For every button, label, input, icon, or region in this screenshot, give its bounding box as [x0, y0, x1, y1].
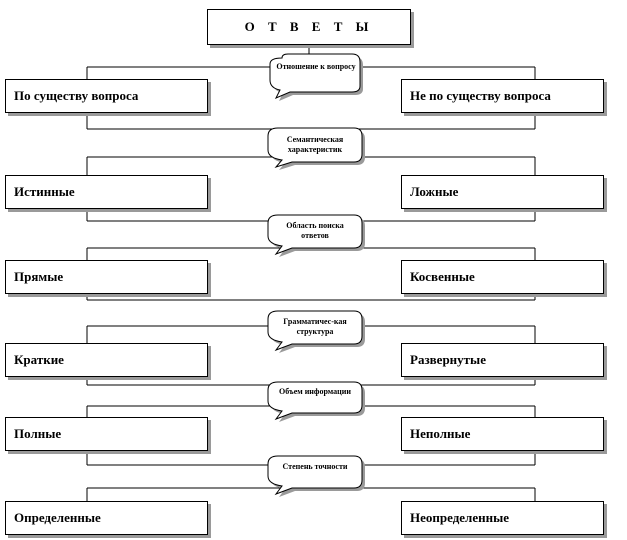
right-label-1: Не по существу вопроса [410, 88, 551, 103]
criterion-label-6: Степень точности [282, 462, 348, 471]
left-box-2 [5, 175, 208, 209]
criterion-label-1: Отношение к вопросу [276, 62, 356, 71]
left-label-2: Истинные [14, 184, 75, 199]
right-label-5: Неполные [410, 426, 471, 441]
left-label-4: Краткие [14, 352, 64, 367]
right-box-6 [401, 501, 604, 535]
criterion-label-3: Область поиска ответов [286, 221, 344, 240]
criterion-label-4: Грамматичес-кая структура [283, 317, 347, 336]
left-label-3: Прямые [14, 269, 64, 284]
left-box-1 [5, 79, 208, 113]
left-label-5: Полные [14, 426, 62, 441]
callout-bubble [270, 54, 360, 98]
right-box-2 [401, 175, 604, 209]
right-box-4 [401, 343, 604, 377]
left-box-5 [5, 417, 208, 451]
right-box-5 [401, 417, 604, 451]
right-label-3: Косвенные [410, 269, 475, 284]
right-label-6: Неопределенные [410, 510, 510, 525]
criterion-label-5: Объем информации [279, 387, 351, 396]
left-box-4 [5, 343, 208, 377]
left-label-1: По существу вопроса [14, 88, 139, 103]
left-box-3 [5, 260, 208, 294]
right-label-2: Ложные [410, 184, 459, 199]
criterion-label-2: Семантическая характеристик [286, 135, 344, 154]
left-box-6 [5, 501, 208, 535]
right-box-1 [401, 79, 604, 113]
title-text: О Т В Е Т Ы [244, 19, 374, 34]
left-label-6: Определенные [14, 510, 101, 525]
title-box [207, 9, 411, 45]
right-label-4: Развернутые [410, 352, 486, 367]
right-box-3 [401, 260, 604, 294]
